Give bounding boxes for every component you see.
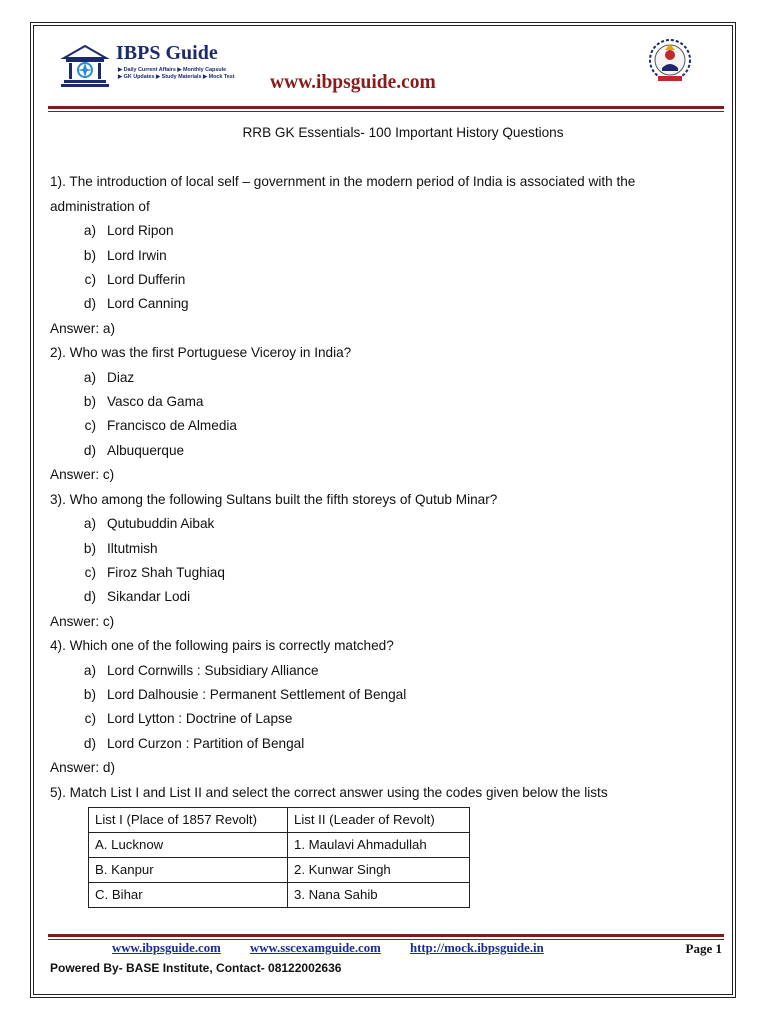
- table-cell: B. Kanpur: [89, 857, 288, 882]
- options-list: [50, 659, 726, 757]
- option-text: Lord Curzon : Partition of Bengal: [107, 735, 305, 751]
- option-text: Lord Irwin: [107, 247, 167, 263]
- option-label: c): [84, 272, 96, 288]
- option-item: [50, 366, 726, 390]
- option-item: [50, 537, 726, 561]
- option-item: [50, 268, 726, 292]
- answer-line: Answer: c): [50, 467, 115, 483]
- question-text: 3). Who among the following Sultans built the fifth storeys of Qutub Minar?: [50, 491, 498, 507]
- option-label: a): [83, 516, 96, 532]
- document-body: [50, 121, 726, 908]
- site-url: www.ibpsguide.com: [270, 72, 436, 93]
- table-row: [89, 807, 470, 832]
- document-title: RRB GK Essentials- 100 Important History Questions: [242, 125, 564, 140]
- logo-tagline-1: ▶ Daily Current Affairs ▶ Monthly Capsule: [118, 67, 227, 73]
- option-item: [50, 561, 726, 585]
- footer-link-sscexamguide[interactable]: www.sscexamguide.com: [250, 941, 381, 955]
- footer-rule-thin: [48, 939, 724, 940]
- ibpsguide-logo: [60, 44, 270, 96]
- option-label: b): [83, 540, 96, 556]
- header-rule: [48, 106, 724, 109]
- option-text: Albuquerque: [107, 442, 185, 458]
- option-label: c): [84, 564, 96, 580]
- option-item: [50, 732, 726, 756]
- option-item: [50, 292, 726, 316]
- header-rule-thin: [48, 111, 724, 112]
- option-item: [50, 707, 726, 731]
- footer-link-ibpsguide[interactable]: www.ibpsguide.com: [112, 941, 221, 955]
- option-label: d): [83, 296, 96, 312]
- options-list: [50, 219, 726, 317]
- table-cell: 1. Maulavi Ahmadullah: [288, 832, 470, 857]
- option-item: [50, 439, 726, 463]
- question-4: [50, 634, 726, 780]
- question-text: 4). Which one of the following pairs is correctly matched?: [50, 638, 394, 654]
- footer-rule: [48, 934, 724, 937]
- question-5: [50, 781, 726, 908]
- option-label: a): [83, 662, 96, 678]
- option-item: [50, 219, 726, 243]
- footer-link-mock[interactable]: http://mock.ibpsguide.in: [410, 941, 544, 955]
- table-row: [89, 882, 470, 907]
- option-text: Vasco da Gama: [107, 394, 204, 410]
- option-text: Lord Dufferin: [107, 272, 186, 288]
- logo-tagline-2: ▶ GK Updates ▶ Study Materials ▶ Mock Test: [118, 74, 235, 80]
- option-label: b): [83, 394, 96, 410]
- option-text: Francisco de Almedia: [107, 418, 237, 434]
- option-item: [50, 244, 726, 268]
- institute-emblem-icon: [648, 38, 692, 84]
- question-text: 2). Who was the first Portuguese Viceroy in India?: [50, 345, 352, 361]
- building-logo-icon: [60, 44, 110, 88]
- question-text: 1). The introduction of local self – government in the modern period of India is associated with the: [50, 174, 636, 190]
- option-label: a): [83, 369, 96, 385]
- option-item: [50, 512, 726, 536]
- table-row: [89, 832, 470, 857]
- option-item: [50, 585, 726, 609]
- page-number: Page 1: [685, 941, 722, 956]
- table-cell: List II (Leader of Revolt): [288, 807, 470, 832]
- question-text: 5). Match List I and List II and select the correct answer using the codes given below the lists: [50, 784, 608, 800]
- question-1: [50, 170, 726, 341]
- table-cell: C. Bihar: [89, 882, 288, 907]
- option-text: Qutubuddin Aibak: [107, 516, 215, 532]
- table-cell: 3. Nana Sahib: [288, 882, 470, 907]
- match-table: [88, 807, 470, 908]
- option-text: Sikandar Lodi: [107, 589, 191, 605]
- options-list: [50, 366, 726, 464]
- footer-links: [112, 941, 570, 956]
- table-row: [89, 857, 470, 882]
- option-text: Iltutmish: [107, 540, 158, 556]
- page-header: [48, 38, 724, 108]
- table-cell: A. Lucknow: [89, 832, 288, 857]
- option-text: Lord Canning: [107, 296, 189, 312]
- option-text: Firoz Shah Tughiaq: [107, 564, 225, 580]
- option-item: [50, 390, 726, 414]
- option-item: [50, 659, 726, 683]
- option-label: d): [83, 735, 96, 751]
- option-item: [50, 683, 726, 707]
- option-label: a): [83, 223, 96, 239]
- option-label: b): [83, 247, 96, 263]
- answer-line: Answer: a): [50, 320, 115, 336]
- logo-title: IBPS Guide: [116, 42, 218, 64]
- question-text-cont: administration of: [50, 198, 150, 214]
- option-text: Lord Ripon: [107, 223, 174, 239]
- option-label: c): [84, 418, 96, 434]
- powered-by: Powered By- BASE Institute, Contact- 08122002636: [50, 961, 342, 975]
- table-cell: 2. Kunwar Singh: [288, 857, 470, 882]
- option-text: Diaz: [107, 369, 135, 385]
- option-label: b): [83, 686, 96, 702]
- option-label: d): [83, 589, 96, 605]
- option-item: [50, 414, 726, 438]
- question-2: [50, 341, 726, 487]
- question-3: [50, 488, 726, 634]
- option-text: Lord Dalhousie : Permanent Settlement of Bengal: [107, 686, 407, 702]
- answer-line: Answer: c): [50, 613, 115, 629]
- option-text: Lord Cornwills : Subsidiary Alliance: [107, 662, 319, 678]
- options-list: [50, 512, 726, 610]
- table-cell: List I (Place of 1857 Revolt): [89, 807, 288, 832]
- option-label: c): [84, 711, 96, 727]
- option-label: d): [83, 442, 96, 458]
- option-text: Lord Lytton : Doctrine of Lapse: [107, 711, 293, 727]
- answer-line: Answer: d): [50, 760, 115, 776]
